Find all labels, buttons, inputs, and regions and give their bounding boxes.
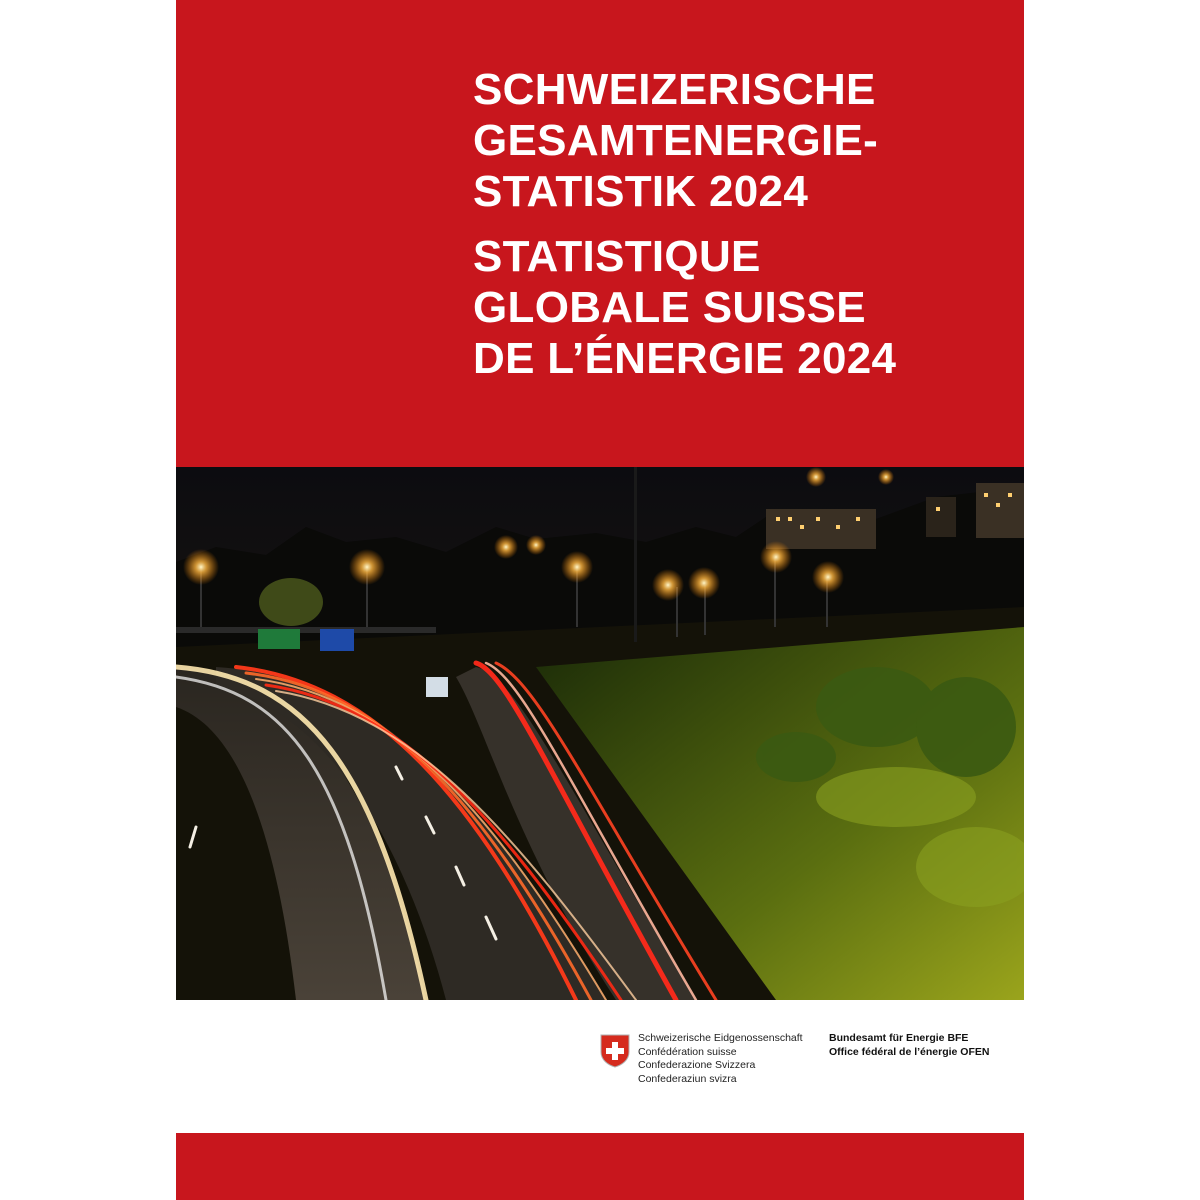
title-french <box>473 231 1003 384</box>
cover-photo-highway-night <box>176 467 1024 1000</box>
confederation-line: Schweizerische Eidgenossenschaft <box>638 1032 803 1044</box>
bottom-band <box>176 1133 1024 1200</box>
confederation-line: Confédération suisse <box>638 1045 737 1058</box>
confederation-line: Confederazione Svizzera <box>638 1059 756 1071</box>
title-german <box>473 64 1003 217</box>
confederation-names <box>638 1032 803 1086</box>
swiss-cross-shield-icon <box>600 1034 630 1068</box>
title-banner <box>176 0 1024 467</box>
title-line: STATISTIQUE <box>473 232 761 281</box>
title-line: GLOBALE SUISSE <box>473 283 866 332</box>
cover-footer <box>176 1000 1024 1133</box>
cover-title <box>473 64 1003 384</box>
title-line: STATISTIK 2024 <box>473 167 809 216</box>
confederation-line: Confederaziun svizra <box>638 1072 737 1085</box>
title-line: DE L’ÉNERGIE 2024 <box>473 334 897 383</box>
office-line: Office fédéral de l’énergie OFEN <box>829 1045 990 1058</box>
report-cover <box>176 0 1024 1200</box>
title-line: SCHWEIZERISCHE <box>473 65 876 114</box>
title-line: GESAMTENERGIE- <box>473 116 879 165</box>
office-names <box>829 1032 989 1059</box>
office-line: Bundesamt für Energie BFE <box>829 1032 969 1044</box>
